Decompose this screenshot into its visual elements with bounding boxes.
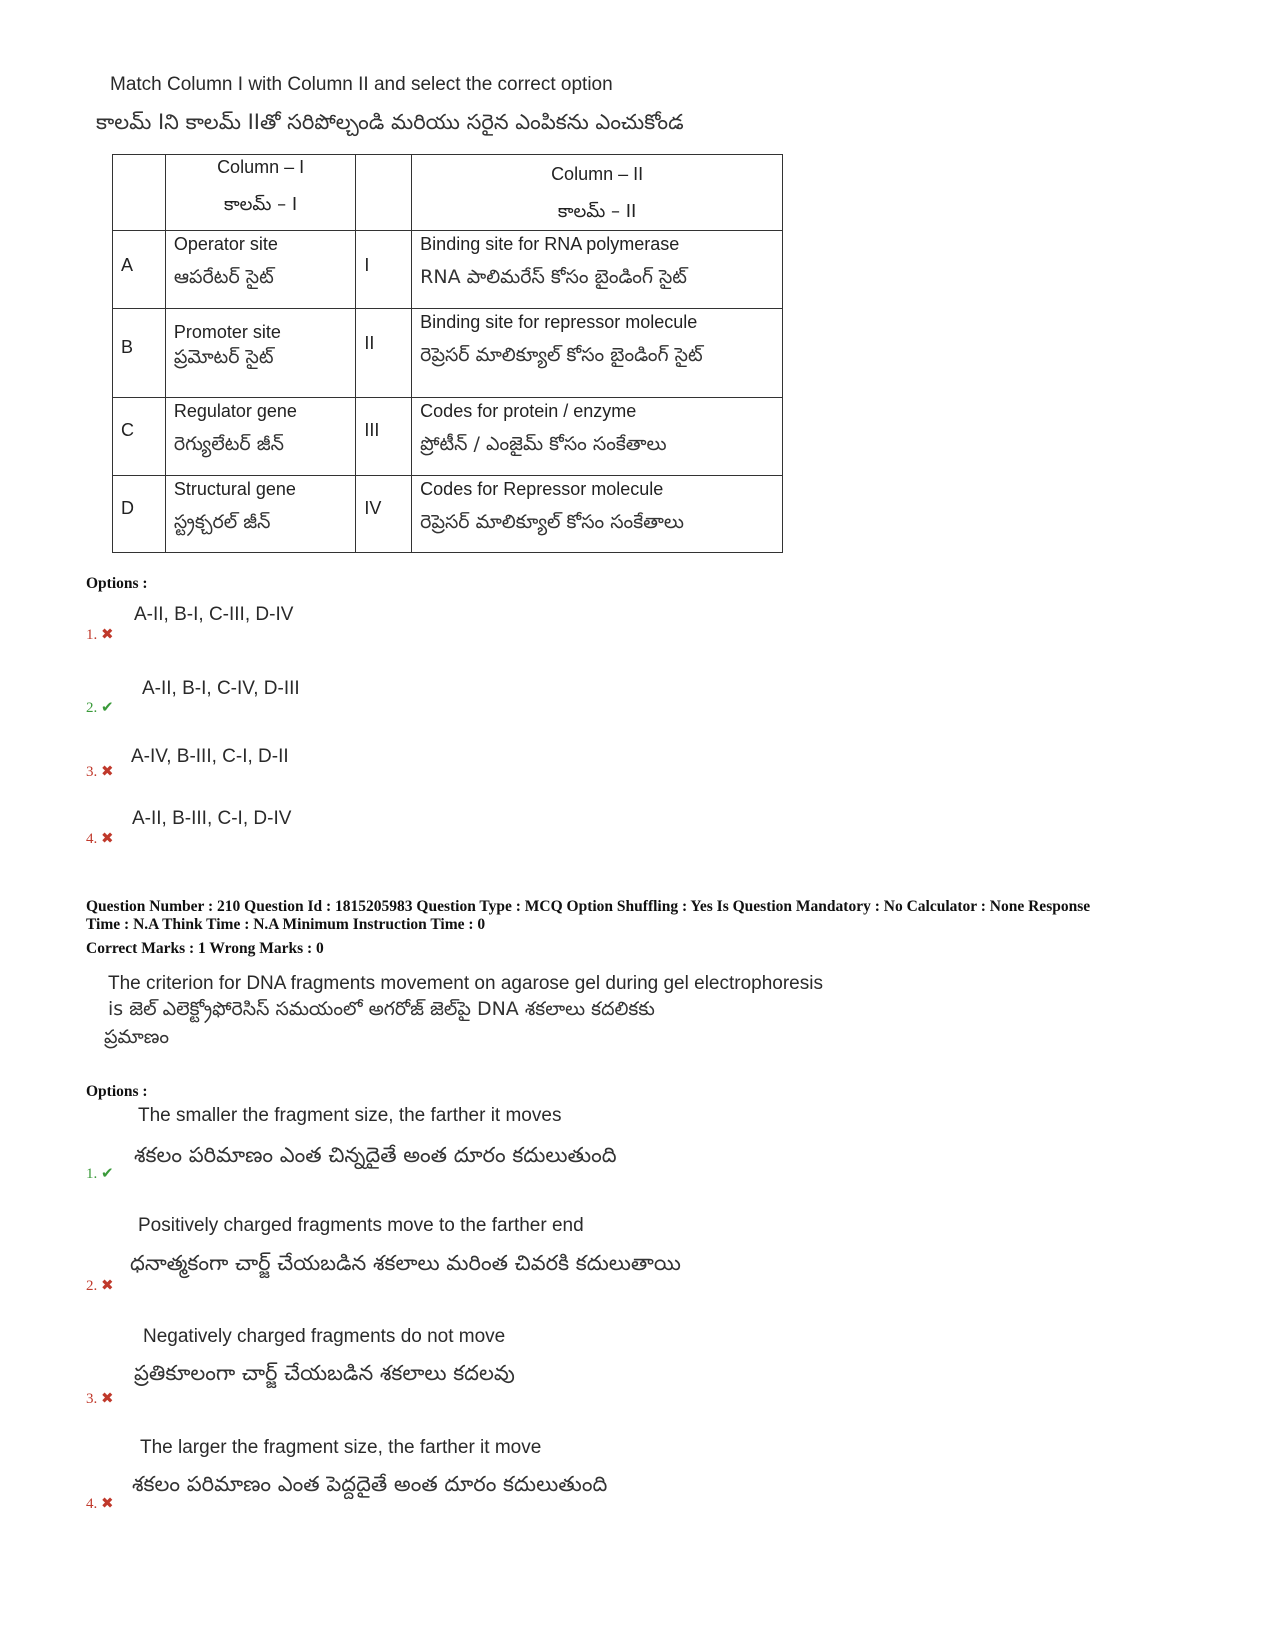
q2-option-1-marker: 1. ✔	[86, 1166, 114, 1182]
row-numeral: III	[356, 398, 412, 476]
q1-option-3-text: A-IV, B-III, C-I, D-II	[131, 746, 289, 767]
cross-icon: ✖	[101, 627, 114, 643]
table-row	[113, 398, 783, 476]
col1-cell: Operator site ఆపరేటర్ సైట్	[165, 231, 355, 309]
row-numeral: IV	[356, 476, 412, 553]
q2-option-4-marker: 4. ✖	[86, 1496, 114, 1512]
header-empty-cell	[113, 155, 166, 231]
q2-prompt-line1: The criterion for DNA fragments movement on agarose gel during gel electrophoresis	[108, 973, 823, 994]
table-header-row	[113, 155, 783, 231]
col2-header-en: Column – II	[551, 164, 644, 184]
cross-icon: ✖	[101, 1391, 114, 1407]
q1-prompt-te: కాలమ్ Iని కాలమ్ IIతో సరిపోల్చండి మరియు సరైన ఎంపికను ఎంచుకోండ	[96, 110, 684, 134]
cross-icon: ✖	[101, 831, 114, 847]
q2-option-1-text-en: The smaller the fragment size, the farther it moves	[138, 1105, 562, 1126]
row-letter: B	[113, 309, 166, 398]
col1-cell: Promoter site ప్రమోటర్ సైట్	[165, 309, 355, 398]
q2-options-label: Options :	[86, 1083, 148, 1100]
q2-meta-line2: Time : N.A Think Time : N.A Minimum Instruction Time : 0	[86, 916, 486, 933]
q2-option-3-text-en: Negatively charged fragments do not move	[143, 1326, 506, 1347]
col2-header-te: కాలమ్ – II	[557, 201, 637, 222]
q1-option-4-marker: 4. ✖	[86, 831, 114, 847]
q1-option-2-text: A-II, B-I, C-IV, D-III	[142, 678, 300, 699]
row-numeral: II	[356, 309, 412, 398]
q1-prompt-en: Match Column I with Column II and select the correct option	[110, 74, 613, 95]
col1-cell: Regulator gene రెగ్యులేటర్ జీన్	[165, 398, 355, 476]
q1-option-4-text: A-II, B-III, C-I, D-IV	[132, 808, 292, 829]
header-empty-cell	[356, 155, 412, 231]
q2-option-4-text-en: The larger the fragment size, the farther it move	[140, 1437, 542, 1458]
check-icon: ✔	[101, 1166, 114, 1182]
q2-option-3-marker: 3. ✖	[86, 1391, 114, 1407]
q1-option-1-text: A-II, B-I, C-III, D-IV	[134, 604, 294, 625]
q2-option-3-text-te: ప్రతికూలంగా చార్జ్ చేయబడిన శకలాలు కదలవు	[134, 1361, 515, 1385]
col2-header	[412, 155, 783, 231]
col1-header	[165, 155, 355, 231]
table-row	[113, 476, 783, 553]
q2-meta-line1: Question Number : 210 Question Id : 1815205983 Question Type : MCQ Option Shuffling : Yes Is Question Mandatory : No Calculator : None Response	[86, 898, 1091, 915]
q2-option-2-marker: 2. ✖	[86, 1278, 114, 1294]
col2-cell: Binding site for repressor molecule రెప్రెసర్ మాలిక్యూల్ కోసం బైండింగ్ సైట్	[412, 309, 783, 398]
cross-icon: ✖	[101, 764, 114, 780]
row-letter: D	[113, 476, 166, 553]
table-row	[113, 309, 783, 398]
match-table	[112, 154, 783, 553]
q2-prompt-line3: ప్రమాణం	[104, 1026, 170, 1048]
q2-option-2-text-en: Positively charged fragments move to the farther end	[138, 1215, 584, 1236]
q1-option-1-marker: 1. ✖	[86, 627, 114, 643]
q1-option-2-marker: 2. ✔	[86, 700, 114, 716]
table-row	[113, 231, 783, 309]
check-icon: ✔	[101, 700, 114, 716]
row-numeral: I	[356, 231, 412, 309]
col2-cell: Codes for protein / enzyme ప్రోటీన్ / ఎంజైమ్ కోసం సంకేతాలు	[412, 398, 783, 476]
col2-cell: Binding site for RNA polymerase RNA పాలిమరేస్ కోసం బైండింగ్ సైట్	[412, 231, 783, 309]
q1-option-3-marker: 3. ✖	[86, 764, 114, 780]
row-letter: C	[113, 398, 166, 476]
q2-option-1-text-te: శకలం పరిమాణం ఎంత చిన్నదైతే అంత దూరం కదులుతుంది	[134, 1143, 617, 1167]
row-letter: A	[113, 231, 166, 309]
col1-cell: Structural gene స్ట్రక్చరల్ జీన్	[165, 476, 355, 553]
q2-option-2-text-te: ధనాత్మకంగా చార్జ్ చేయబడిన శకలాలు మరింత చివరకి కదులుతాయి	[130, 1251, 681, 1275]
col2-cell: Codes for Repressor molecule రెప్రెసర్ మాలిక్యూల్ కోసం సంకేతాలు	[412, 476, 783, 553]
q1-options-label: Options :	[86, 575, 148, 592]
q2-prompt-line2: is జెల్ ఎలెక్ట్రోఫోరెసిస్ సమయంలో అగరోజ్ జెల్‌పై DNA శకలాలు కదలికకు	[108, 998, 655, 1020]
col1-header-te: కాలమ్ – I	[224, 194, 298, 215]
q2-marks-line: Correct Marks : 1 Wrong Marks : 0	[86, 940, 324, 957]
col1-header-en: Column – I	[217, 157, 305, 177]
cross-icon: ✖	[101, 1278, 114, 1294]
q2-option-4-text-te: శకలం పరిమాణం ఎంత పెద్దదైతే అంత దూరం కదులుతుంది	[132, 1472, 608, 1496]
cross-icon: ✖	[101, 1496, 114, 1512]
